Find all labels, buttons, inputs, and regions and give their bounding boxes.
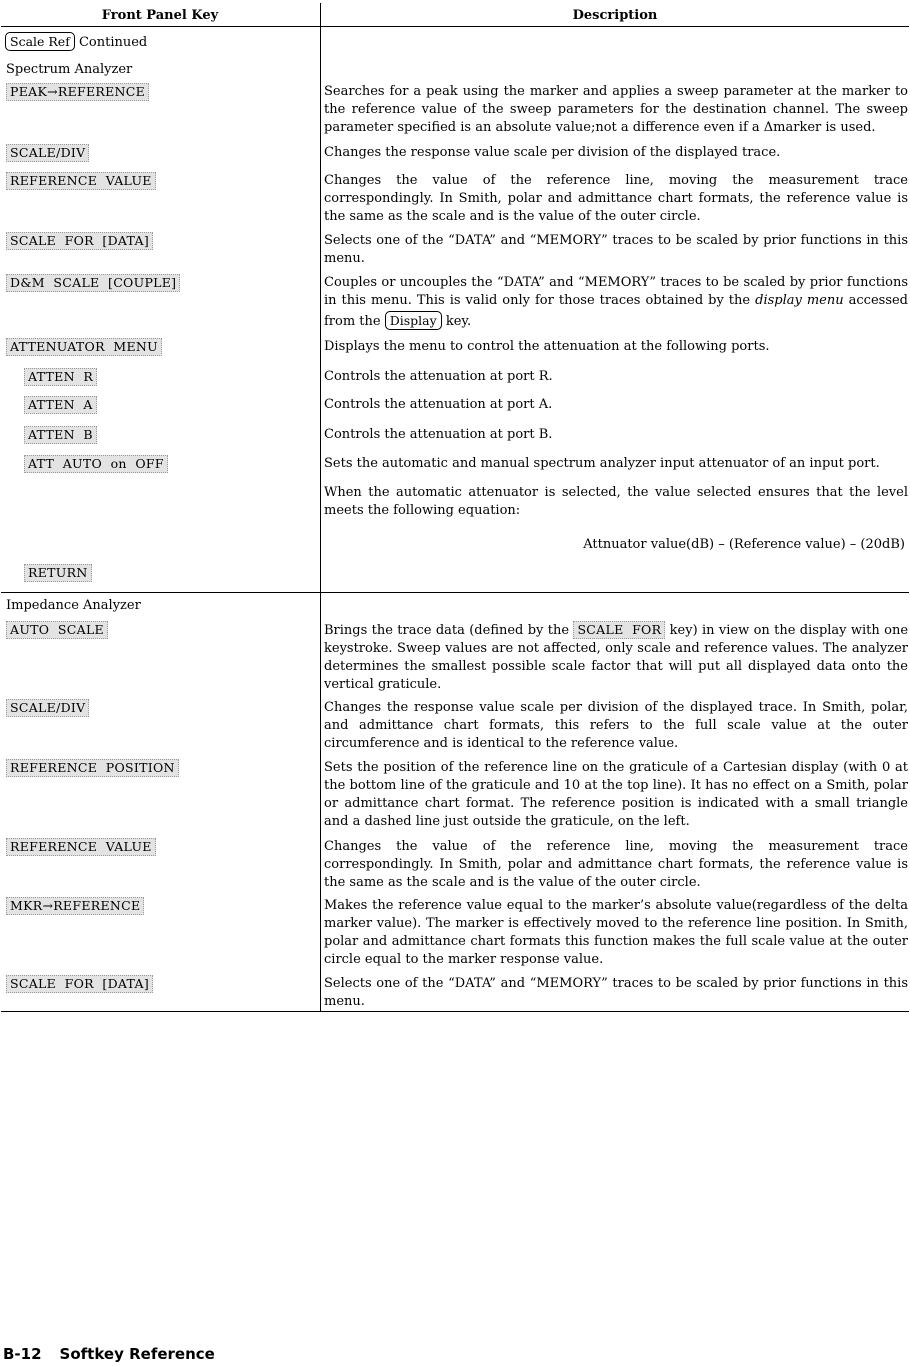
reference-value-desc-imp: Changes the value of the reference line, moving the measurement trace correspondingly. In Smith, polar and admittance chart formats, the reference value is the same as the scale and is the value of the outer circle. — [324, 839, 908, 890]
page-footer — [3, 1345, 215, 1363]
scale-ref-hardkey[interactable]: Scale Ref — [5, 32, 75, 51]
table-row — [1, 274, 909, 331]
dm-scale-couple-desc — [319, 274, 909, 331]
dm-scale-couple-softkey[interactable]: D&M SCALE [COUPLE] — [6, 274, 180, 292]
display-menu-ref: display menu — [755, 293, 844, 308]
atten-a-softkey[interactable]: ATTEN A — [24, 396, 97, 414]
table-row — [1, 838, 909, 892]
attenuator-menu-desc: Displays the menu to control the attenuation at the following ports. — [324, 339, 770, 354]
scale-div-softkey[interactable]: SCALE/DIV — [6, 144, 89, 162]
section-title-impedance: Impedance Analyzer — [6, 598, 141, 613]
scale-for-inline-softkey: SCALE FOR — [573, 621, 665, 639]
table-row — [1, 699, 909, 753]
peak-reference-softkey[interactable]: PEAK→REFERENCE — [6, 83, 149, 101]
scale-div-softkey-imp[interactable]: SCALE/DIV — [6, 699, 89, 717]
scale-div-desc-imp: Changes the response value scale per division of the displayed trace. In Smith, polar, and admittance chart formats, this refers to the full scale value at the outer circumference and is identical to the reference value. — [324, 700, 908, 751]
table-row — [1, 455, 909, 473]
intro-row — [1, 32, 319, 52]
table-row — [1, 232, 909, 268]
reference-value-desc: Changes the value of the reference line, moving the measurement trace correspondingly. In Smith, polar and admittance chart formats, the reference value is the same as the scale and is the value of the outer circle. — [324, 173, 908, 224]
impedance-analyzer-section — [1, 593, 909, 1011]
softkey-table — [1, 3, 909, 1012]
table-header — [1, 3, 909, 27]
table-row — [1, 897, 909, 969]
att-auto-softkey[interactable]: ATT AUTO on OFF — [24, 455, 168, 473]
col-header-key: Front Panel Key — [101, 8, 219, 23]
table-row — [1, 83, 909, 137]
attenuator-menu-softkey[interactable]: ATTENUATOR MENU — [6, 338, 162, 356]
footer-title: Softkey Reference — [59, 1345, 215, 1363]
scale-for-data-softkey-imp[interactable]: SCALE FOR [DATA] — [6, 975, 153, 993]
dm-desc-text: accessed from the — [324, 293, 909, 329]
scale-div-desc: Changes the response value scale per division of the displayed trace. — [324, 145, 781, 160]
return-softkey[interactable]: RETURN — [24, 564, 92, 582]
table-row — [1, 759, 909, 831]
auto-scale-desc-text: Brings the trace data (defined by the — [324, 623, 570, 638]
reference-value-softkey-imp[interactable]: REFERENCE VALUE — [6, 838, 156, 856]
atten-b-softkey[interactable]: ATTEN B — [24, 426, 97, 444]
reference-value-softkey[interactable]: REFERENCE VALUE — [6, 172, 156, 190]
table-row — [1, 426, 909, 444]
mkr-reference-desc: Makes the reference value equal to the marker’s absolute value(regardless of the delta marker value). The marker is effectively moved to the reference line position. In Smith, polar and admittance chart formats this function makes the full scale value at the outer circle equal to the marker response value. — [324, 898, 908, 967]
att-auto-desc: Sets the automatic and manual spectrum analyzer input attenuator of an input port. — [324, 456, 880, 471]
table-row — [1, 368, 909, 386]
dm-desc-text: Couples or uncouples the “DATA” and “MEMORY” traces to be scaled by prior functions in this menu. This is valid only for those traces obtained by the — [324, 275, 908, 308]
col-header-description: Description — [572, 8, 658, 23]
table-row — [1, 975, 909, 1011]
spectrum-analyzer-section — [1, 27, 909, 593]
reference-position-softkey[interactable]: REFERENCE POSITION — [6, 759, 179, 777]
scale-for-data-desc: Selects one of the “DATA” and “MEMORY” traces to be scaled by prior functions in this menu. — [324, 233, 908, 266]
reference-position-desc: Sets the position of the reference line on the graticule of a Cartesian display (with 0 at the bottom line of the graticule and 10 at the top line). It has no effect on a Smith, polar or admittance chart format. The reference position is indicated with a small triangle and a dashed line just outside the graticule, on the left. — [324, 760, 908, 829]
mkr-reference-softkey[interactable]: MKR→REFERENCE — [6, 897, 144, 915]
attenuator-equation: Attnuator value(dB) – (Reference value) – (20dB) — [583, 537, 905, 552]
continued-label: Continued — [78, 35, 148, 50]
table-row — [1, 144, 909, 162]
page-number: B-12 — [3, 1345, 42, 1363]
table-row — [1, 564, 319, 582]
dm-desc-text: key. — [445, 314, 472, 329]
table-row — [1, 338, 909, 356]
section-title-spectrum: Spectrum Analyzer — [6, 62, 133, 77]
scale-for-data-softkey[interactable]: SCALE FOR [DATA] — [6, 232, 153, 250]
table-row — [1, 621, 909, 694]
att-auto-note: When the automatic attenuator is selected, the value selected ensures that the level meets the following equation: — [324, 485, 908, 518]
auto-scale-softkey[interactable]: AUTO SCALE — [6, 621, 108, 639]
auto-scale-desc — [319, 621, 909, 694]
auto-scale-desc-text: key) in view on the display with one keystroke. Sweep values are not affected, only scale and reference values. The analyzer determines the smallest possible scale factor that will put all displayed data onto the vertical graticule. — [324, 623, 909, 692]
table-row — [1, 396, 909, 414]
table-row — [1, 484, 909, 520]
atten-r-softkey[interactable]: ATTEN R — [24, 368, 97, 386]
table-row — [1, 172, 909, 226]
atten-b-desc: Controls the attenuation at port B. — [324, 427, 553, 442]
peak-reference-desc: Searches for a peak using the marker and applies a sweep parameter at the marker to the reference value of the sweep parameters for the destination channel. The sweep parameter specified is an absolute value;not a difference even if a Δmarker is used. — [324, 84, 908, 135]
display-hardkey[interactable]: Display — [385, 311, 442, 330]
atten-a-desc: Controls the attenuation at port A. — [324, 397, 553, 412]
table-row — [1, 536, 909, 554]
scale-for-data-desc-imp: Selects one of the “DATA” and “MEMORY” traces to be scaled by prior functions in this menu. — [324, 976, 908, 1009]
atten-r-desc: Controls the attenuation at port R. — [324, 369, 553, 384]
